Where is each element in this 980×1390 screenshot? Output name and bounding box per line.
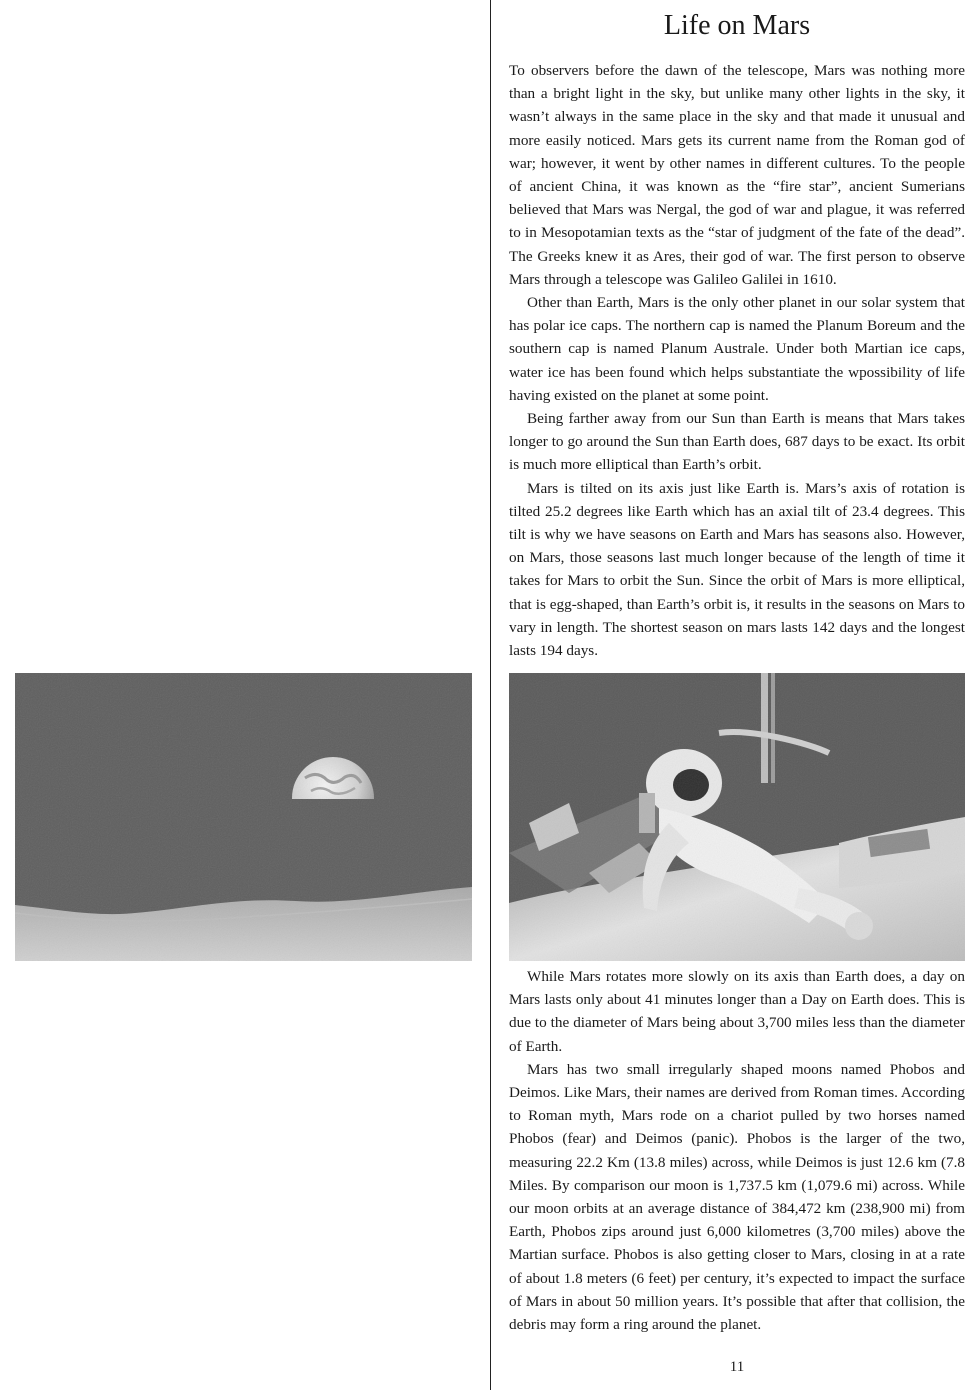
earthrise-photo — [15, 673, 472, 961]
paragraph: Being farther away from our Sun than Earth is means that Mars takes longer to go around the Sun than Earth does, 687 days to be exact. Its orbit is much more elliptical than Earth’s orbit. — [509, 410, 965, 474]
article-column-bottom — [509, 965, 965, 1336]
paragraph: Mars is tilted on its axis just like Earth is. Mars’s axis of rotation is tilted 25.2 degrees like Earth which has an axial tilt of 23.4 degrees. This tilt is why we have seasons on Earth and Mars has seasons also. However, on Mars, those seasons last much longer because of the length of time it takes for Mars to orbit the Sun. Since the orbit of Mars is more elliptical, that is egg-shaped, than Earth’s orbit is, it results in the seasons on Mars to vary in length. The shortest season on mars lasts 142 days and the longest lasts 194 days. — [509, 479, 965, 660]
astronaut-spacewalk-photo — [509, 673, 965, 961]
paragraph: While Mars rotates more slowly on its axis than Earth does, a day on Mars lasts only about 41 minutes longer than a Day on Earth does. This is due to the diameter of Mars being about 3,700 miles less than the diameter of Earth. — [509, 968, 965, 1055]
page-title: Life on Mars — [663, 10, 811, 41]
paragraph: Mars has two small irregularly shaped moons named Phobos and Deimos. Like Mars, their names are derived from Roman times. According to Roman myth, Mars rode on a chariot pulled by two horses named Phobos (fear) and Deimos (panic). Phobos is the larger of the two, measuring 22.2 Km (13.8 miles) across, while Deimos is just 12.6 km (7.8 Miles. By comparison our moon is 1,737.5 km (1,079.6 mi) across. While our moon orbits at an average distance of 384,472 km (238,900 mi) from Earth, Phobos zips around just 6,000 kilometres (3,700 miles) above the Martian surface. Phobos is also getting closer to Mars, closing in at a rate of about 1.8 meters (6 feet) per century, it’s expected to impact the surface of Mars in about 50 million years. It’s possible that after that collision, the debris may form a ring around the planet. — [509, 1060, 965, 1334]
page-divider — [490, 0, 491, 1390]
paragraph: Other than Earth, Mars is the only other planet in our solar system that has polar ice caps. The northern cap is named the Planum Boreum and the southern cap is named Planum Australe. Under both Martian ice caps, water ice has been found which helps substantiate the wpossibility of life having existed on the planet at some point. — [509, 294, 965, 404]
page-number: 11 — [729, 1359, 745, 1375]
paragraph: To observers before the dawn of the telescope, Mars was nothing more than a bright light in the sky, but unlike many other lights in the sky, it wasn’t always in the same place in the sky and that made it unusual and more easily noticed. Mars gets its current name from the Roman god of war; however, it went by other names in different cultures. To the people of ancient China, it was known as the “fire star”, ancient Sumerians believed that Mars was Nergal, the god of war and plague, it was referred to in Mesopotamian texts as the “star of judgment of the fate of the dead”. The Greeks knew it as Ares, their god of war. The first person to observe Mars through a telescope was Galileo Galilei in 1610. — [509, 62, 965, 288]
article-column-top — [509, 59, 965, 662]
